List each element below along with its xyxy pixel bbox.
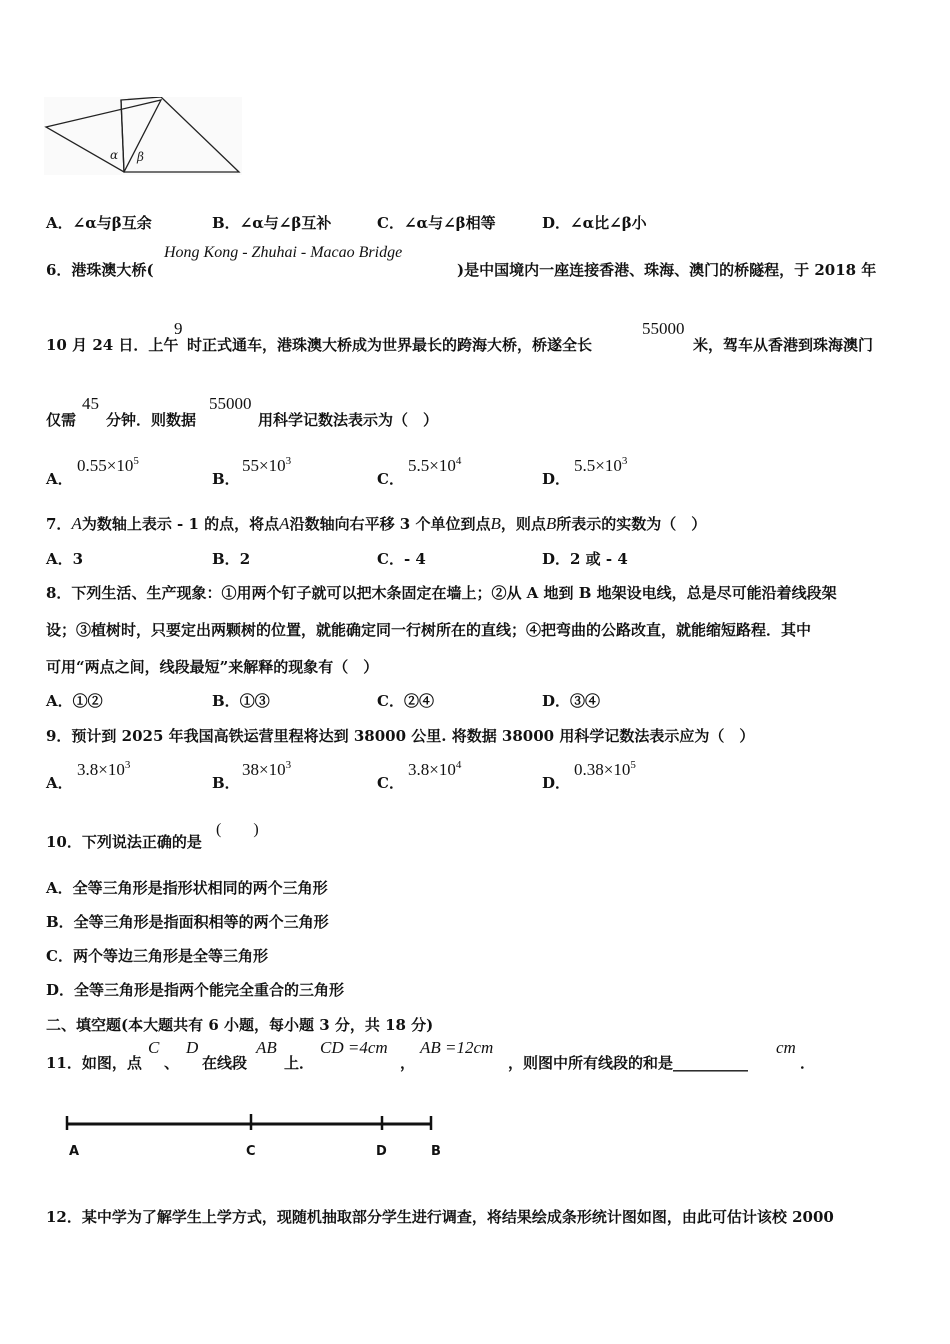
q9-option-b-value: $38\times 10^3$	[242, 759, 292, 779]
section-2-heading: 二、填空题(本大题共有 6 小题，每小题 3 分，共 18 分)	[46, 1016, 434, 1034]
q9-option-c: C．	[377, 774, 404, 792]
q6-minutes: 45	[82, 394, 99, 413]
q6-data: 55000	[209, 394, 252, 413]
q11-unit: cm	[776, 1038, 796, 1057]
q11-t1: 11．如图，点	[46, 1054, 142, 1072]
alpha-label: α	[110, 148, 119, 162]
q11-t4: ，则图中所有线段的和是__________	[508, 1054, 749, 1072]
q10-option-b: B．全等三角形是指面积相等的两个三角形	[46, 913, 329, 931]
q6-option-d: D．	[542, 470, 571, 488]
label-c: C	[246, 1144, 256, 1159]
q6-line2-c: 米，驾车从香港到珠海澳门	[693, 336, 874, 354]
q9-option-d: D．	[542, 774, 571, 792]
q9-option-b: B．	[212, 774, 240, 792]
q6-option-a: A．	[46, 470, 73, 488]
q6-length: 55000	[642, 319, 685, 338]
q6-line3-b: 分钟．则数据	[106, 411, 197, 429]
q6-option-b: B．	[212, 470, 240, 488]
q8-option-a: A．①②	[46, 692, 103, 710]
q5-option-b: B．∠α与∠β互补	[212, 214, 332, 232]
label-b: B	[431, 1144, 441, 1159]
q11-t2: 在线段	[202, 1054, 248, 1072]
angle-figure	[44, 97, 244, 177]
q10-stem: 10．下列说法正确的是	[46, 833, 202, 851]
q11-point-c: C	[148, 1038, 160, 1057]
q6-option-c: C．	[377, 470, 404, 488]
q7-stem: 7．A为数轴上表示 - 1 的点，将点A沿数轴向右平移 3 个单位到点B，则点B所表示的实数为（ ）	[46, 514, 707, 533]
q10-option-d: D．全等三角形是指两个能完全重合的三角形	[46, 981, 345, 999]
q11-segment-ab: AB	[256, 1038, 277, 1057]
q6-line3-a: 仅需	[46, 411, 77, 429]
q6-option-d-value: $5.5\times 10^3$	[574, 455, 628, 475]
q6-option-a-value: $0.55\times 10^5$	[77, 455, 139, 475]
q8-option-c: C．②④	[377, 692, 434, 710]
q8-line2: 设；③植树时，只要定出两颗树的位置，就能确定同一行树所在的直线；④把弯曲的公路改直，就能缩短路程．其中	[46, 621, 812, 639]
q6-line2-b: 时正式通车，港珠澳大桥成为世界最长的跨海大桥，桥遂全长	[187, 336, 593, 354]
q6-time: 9	[174, 319, 183, 338]
q9-option-a: A．	[46, 774, 73, 792]
q7-option-a: A．3	[46, 550, 84, 568]
beta-label: β	[137, 150, 144, 164]
q6-english-name: Hong Kong - Zhuhai - Macao Bridge	[164, 244, 403, 261]
q6-option-b-value: $55\times 10^3$	[242, 455, 292, 475]
q6-line1-end: )是中国境内一座连接香港、珠海、澳门的桥隧程，于 2018 年	[457, 261, 877, 279]
q6-line1-start: 6．港珠澳大桥(	[46, 261, 154, 279]
q9-stem: 9．预计到 2025 年我国高铁运营里程将达到 38000 公里. 将数据 38000 用科学记数法表示应为（ ）	[46, 727, 755, 745]
q12-line1: 12．某中学为了解学生上学方式，现随机抽取部分学生进行调查，将结果绘成条形统计图如图，由此可估计该校 2000	[46, 1208, 834, 1226]
q11-sep: 、	[164, 1054, 180, 1072]
q8-option-d: D．③④	[542, 692, 601, 710]
q11-cd-eq: CD =4cm	[320, 1038, 388, 1057]
q7-option-d: D．2 或 - 4	[542, 550, 628, 568]
q8-line3: 可用“两点之间，线段最短”来解释的现象有（ ）	[46, 658, 379, 676]
q11-t3: 上．	[284, 1054, 315, 1072]
segment-figure	[60, 1110, 450, 1165]
q10-option-c: C．两个等边三角形是全等三角形	[46, 947, 268, 965]
q11-end: ．	[800, 1054, 816, 1072]
q11-ab-eq: AB =12cm	[420, 1038, 494, 1057]
q5-option-c: C．∠α与∠β相等	[377, 214, 496, 232]
q7-option-b: B．2	[212, 550, 251, 568]
q11-comma: ，	[400, 1054, 416, 1072]
q6-line2-a: 10 月 24 日．上午	[46, 336, 179, 354]
q6-line3-c: 用科学记数法表示为（ ）	[258, 411, 439, 429]
q9-option-a-value: $3.8\times 10^3$	[77, 759, 131, 779]
q8-option-b: B．①③	[212, 692, 270, 710]
q9-option-c-value: $3.8\times 10^4$	[408, 759, 462, 779]
q9-option-d-value: $0.38\times 10^5$	[574, 759, 636, 779]
label-d: D	[376, 1144, 387, 1159]
q10-option-a: A．全等三角形是指形状相同的两个三角形	[46, 879, 328, 897]
q5-option-a: A．∠α与β互余	[46, 214, 152, 232]
q8-line1: 8．下列生活、生产现象：①用两个钉子就可以把木条固定在墙上；②从 A 地到 B 地架设电线，总是尽可能沿着线段架	[46, 584, 837, 602]
q6-option-c-value: $5.5\times 10^4$	[408, 455, 462, 475]
q5-option-d: D．∠α比∠β小	[542, 214, 647, 232]
q11-point-d: D	[186, 1038, 199, 1057]
q7-option-c: C．- 4	[377, 550, 426, 568]
label-a: A	[69, 1144, 80, 1159]
q10-paren: ( )	[216, 821, 259, 838]
